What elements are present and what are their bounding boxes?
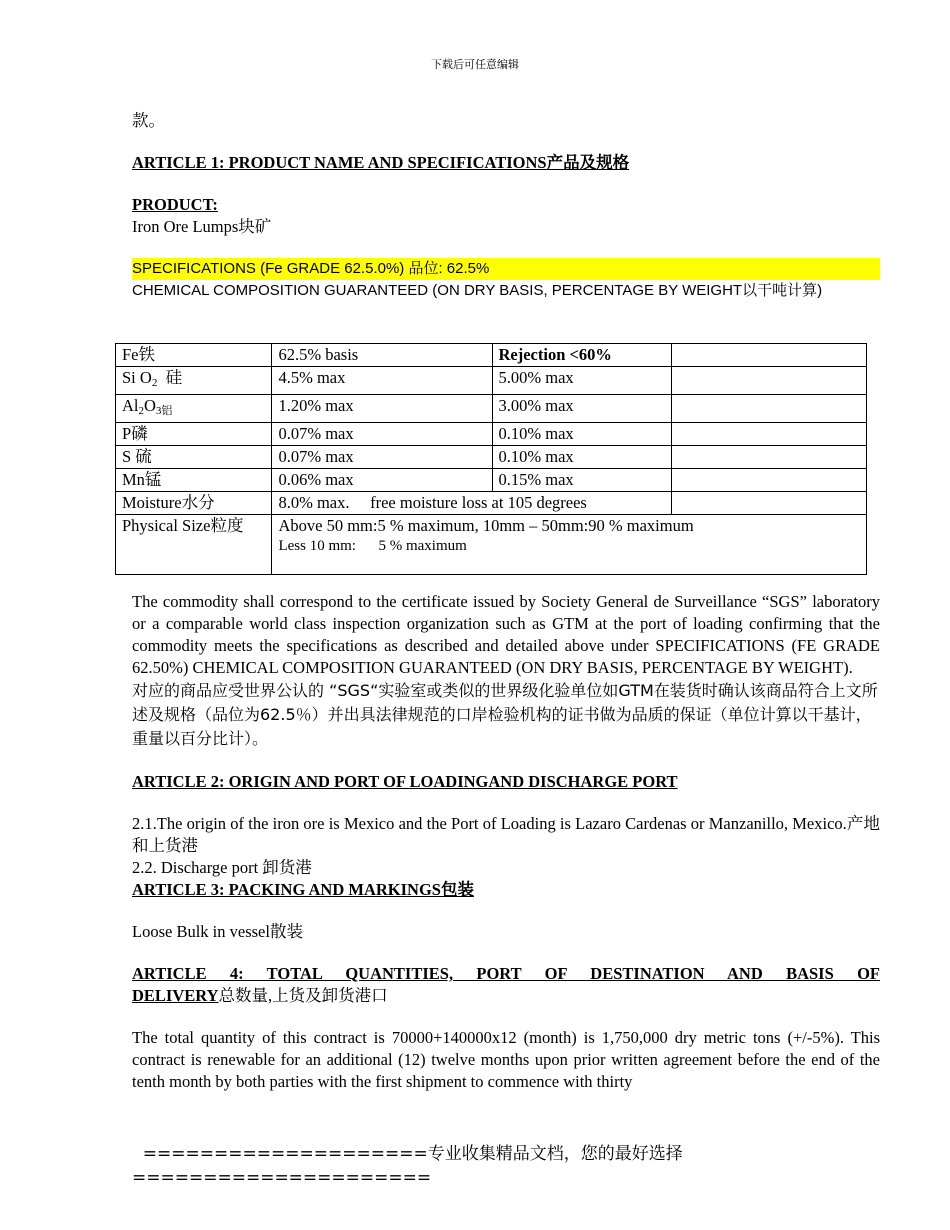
rejection-cell: 0.10% max: [492, 423, 672, 446]
document-body: [132, 110, 880, 302]
empty-cell: [672, 492, 867, 515]
table-row: [116, 344, 867, 367]
article4-quantity: The total quantity of this contract is 70000+140000x12 (month) is 1,750,000 dry metric tons (+/-5%). This contract is renewable for an additional (12) twelve months upon prior written agreement before the end of the tenth month by both parties with the first shipment to commence with thirty: [132, 1028, 880, 1091]
empty-cell: [672, 469, 867, 492]
spec-highlight: SPECIFICATIONS (Fe GRADE 62.5.0%) 品位: 62.5%: [132, 258, 880, 280]
spec-cell: 0.06% max: [272, 469, 492, 492]
product-name: Iron Ore Lumps块矿: [132, 217, 272, 236]
spec-cell: 8.0% max. free moisture loss at 105 degrees: [272, 492, 672, 515]
footer-line: ====================专业收集精品文档，您的最好选择: [132, 1144, 683, 1164]
empty-cell: [672, 395, 867, 423]
empty-cell: [672, 423, 867, 446]
empty-cell: [672, 344, 867, 367]
article1-title: ARTICLE 1: PRODUCT NAME AND SPECIFICATIONS产品及规格: [132, 153, 630, 172]
rejection-cell: 0.10% max: [492, 446, 672, 469]
size-spec-line: Above 50 mm:5 % maximum, 10mm – 50mm:90 % maximum: [278, 516, 694, 535]
spec-cell: 62.5% basis: [272, 344, 492, 367]
element-cell: S 硫: [116, 446, 272, 469]
table-row: [116, 367, 867, 395]
element-cell: Fe铁: [116, 344, 272, 367]
page-header: 下载后可任意编辑: [431, 58, 519, 71]
table-row: [116, 492, 867, 515]
page-footer: [132, 1142, 880, 1190]
spec-cell: 0.07% max: [272, 423, 492, 446]
element-cell: Moisture水分: [116, 492, 272, 515]
specifications-table: [115, 343, 867, 575]
table-row: [116, 446, 867, 469]
spec-cell: 4.5% max: [272, 367, 492, 395]
size-spec-line: Less 10 mm: 5 % maximum: [278, 538, 467, 554]
rejection-cell: 5.00% max: [492, 367, 672, 395]
table-row: [116, 515, 867, 575]
rejection-cell: Rejection <60%: [492, 344, 672, 367]
article4-title-line2: DELIVERY总数量,上货及卸货港口: [132, 986, 388, 1005]
table-row: [116, 469, 867, 492]
article3-title: ARTICLE 3: PACKING AND MARKINGS包装: [132, 880, 474, 899]
table-row: [116, 395, 867, 423]
commodity-paragraph-cn: 对应的商品应受世界公认的 “SGS“实验室或类似的世界级化验单位如GTM在装货时确认该商品符合上文所述及规格（品位为62.5％）并出具法律规范的口岸检验机构的证书做为品质的保证（单位计算以干基计，重量以百分比计）。: [132, 681, 878, 748]
element-cell: Physical Size粒度: [116, 515, 272, 575]
spec-cell: 1.20% max: [272, 395, 492, 423]
article2-origin: 2.1.The origin of the iron ore is Mexico and the Port of Loading is Lazaro Cardenas or Manzanillo, Mexico.产地和上货港: [132, 814, 880, 855]
empty-cell: [672, 446, 867, 469]
article3-packing: Loose Bulk in vessel散装: [132, 922, 303, 941]
rejection-cell: 0.15% max: [492, 469, 672, 492]
spec-cell: [272, 515, 867, 575]
element-cell: $Al_2O_{3铝}$: [116, 395, 272, 423]
element-cell: P磷: [116, 423, 272, 446]
article4-title-line1: ARTICLE 4: TOTAL QUANTITIES, PORT OF DESTINATION AND BASIS OF: [132, 964, 880, 983]
element-cell: Si $O_2$ 硅: [116, 367, 272, 395]
table-row: [116, 423, 867, 446]
rejection-cell: 3.00% max: [492, 395, 672, 423]
chem-composition-line: CHEMICAL COMPOSITION GUARANTEED (ON DRY BASIS, PERCENTAGE BY WEIGHT以干吨计算): [132, 282, 823, 299]
document-body-continued: [132, 591, 880, 1093]
product-label: PRODUCT:: [132, 195, 218, 214]
article2-title: ARTICLE 2: ORIGIN AND PORT OF LOADINGAND DISCHARGE PORT: [132, 772, 678, 791]
continuation-text: 款。: [132, 111, 165, 130]
commodity-paragraph-en: The commodity shall correspond to the certificate issued by Society General de Surveillance “SGS” laboratory or a comparable world class inspection organization such as GTM at the port of loading confirming that the commodity meets the specifications as described and detailed above under SPECIFICATIONS (FE GRADE 62.50%) CHEMICAL COMPOSITION GUARANTEED (ON DRY BASIS, PERCENTAGE BY WEIGHT).: [132, 592, 880, 677]
spec-cell: 0.07% max: [272, 446, 492, 469]
article2-discharge: 2.2. Discharge port 卸货港: [132, 858, 312, 877]
element-cell: Mn锰: [116, 469, 272, 492]
empty-cell: [672, 367, 867, 395]
footer-line: =====================: [132, 1168, 432, 1188]
